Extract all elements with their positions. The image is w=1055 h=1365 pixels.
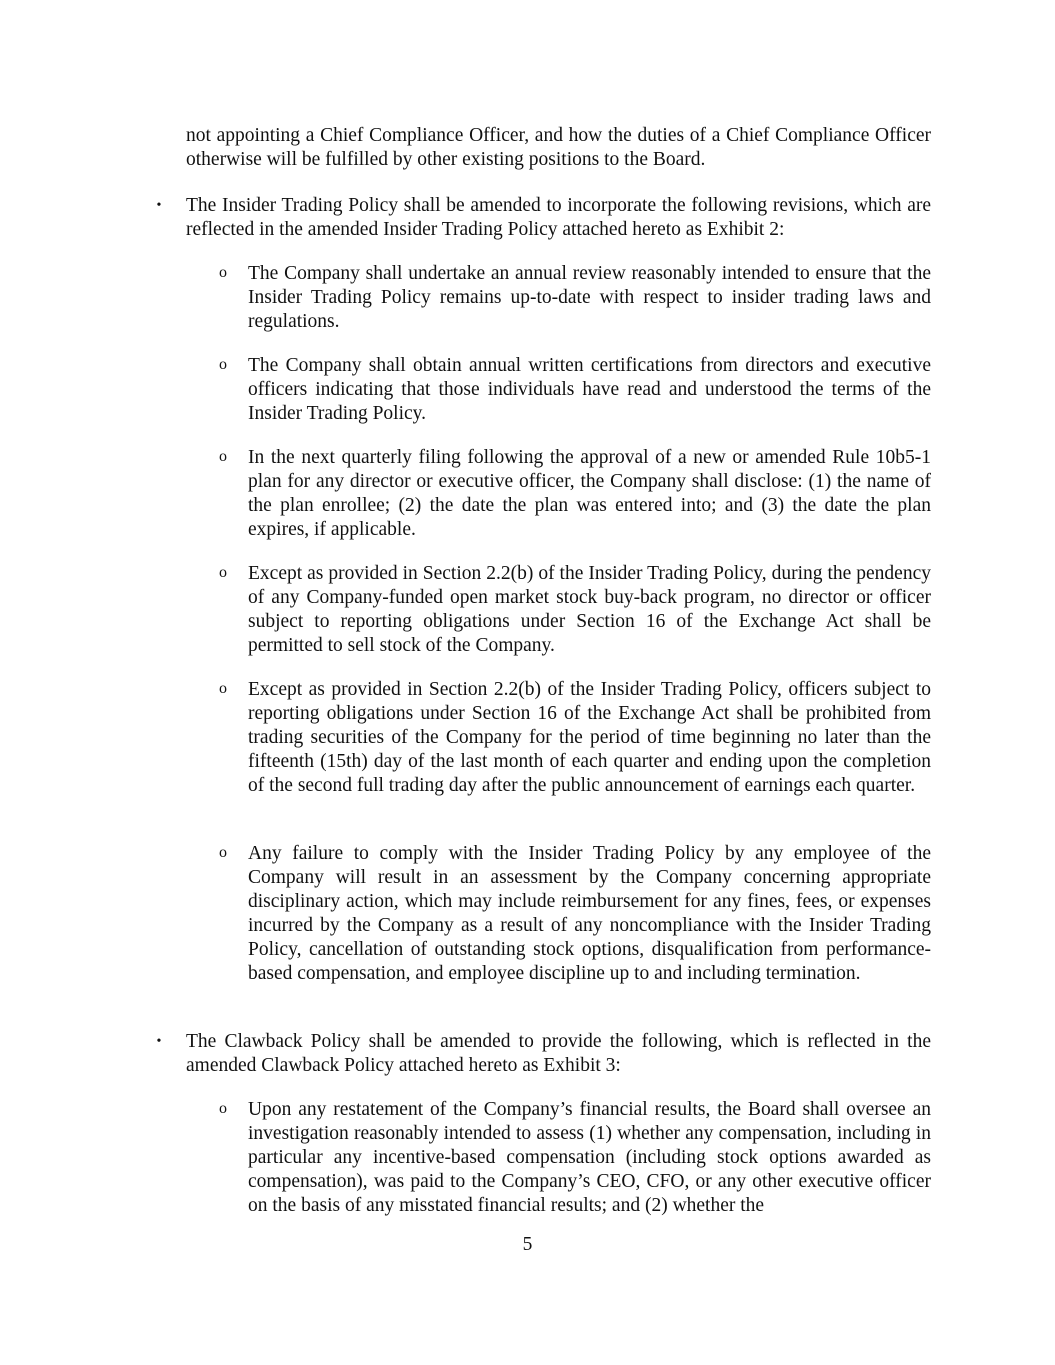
bullet-text: The Clawback Policy shall be amended to provide the following, which is reflected in the amended Clawback Policy attached hereto as Exhibit 3: [186, 1031, 931, 1076]
bullet-marker-icon: • [156, 1034, 162, 1049]
sub-marker-icon: o [219, 448, 227, 465]
sub-item-text: Except as provided in Section 2.2(b) of the Insider Trading Policy, officers subject to reporting obligations under Section 16 of the Exchange Act shall be prohibited from trading securities of the Company for the period of time beginning no later than the fifteenth (15th) day of the last month of each quarter and ending upon the completion of the second full trading day after the public announcement of earnings each quarter. [248, 679, 931, 796]
page-number: 5 [522, 1234, 533, 1255]
sub-marker-icon: o [219, 1100, 227, 1117]
bullet-marker-icon: • [156, 198, 162, 213]
sub-item-text: The Company shall obtain annual written certifications from directors and executive officers indicating that those individuals have read and understood the terms of the Insider Trading Policy. [248, 355, 931, 424]
sub-marker-icon: o [219, 680, 227, 697]
intro-paragraph: not appointing a Chief Compliance Officer, and how the duties of a Chief Compliance Officer otherwise will be fulfilled by other existing positions to the Board. [186, 125, 931, 170]
sub-item-10b5-1-disclosure [219, 446, 931, 542]
sub-marker-icon: o [219, 356, 227, 373]
sub-item-blackout-period [219, 678, 931, 798]
sub-item-certifications [219, 354, 931, 426]
sub-item-text: In the next quarterly filing following the approval of a new or amended Rule 10b5-1 plan for any director or executive officer, the Company shall disclose: (1) the name of the plan enrollee; (2) the date the plan was entered into; and (3) the date the plan expires, if applicable. [248, 447, 931, 540]
sub-marker-icon: o [219, 264, 227, 281]
sub-item-text: Except as provided in Section 2.2(b) of the Insider Trading Policy, during the pendency of any Company-funded open market stock buy-back program, no director or officer subject to reporting obligations under Section 16 of the Exchange Act shall be permitted to sell stock of the Company. [248, 563, 931, 656]
sub-item-text: Upon any restatement of the Company’s financial results, the Board shall oversee an investigation reasonably intended to assess (1) whether any compensation, including in particular any incentive-based compensation (including stock options awarded as compensation), was paid to the Company’s CEO, CFO, or any other executive officer on the basis of any misstated financial results; and (2) whether the [248, 1099, 931, 1216]
sub-marker-icon: o [219, 564, 227, 581]
sub-item-annual-review [219, 262, 931, 334]
sub-item-buyback-restriction [219, 562, 931, 658]
bullet-item-clawback [156, 1030, 931, 1078]
bullet-text: The Insider Trading Policy shall be amended to incorporate the following revisions, which are reflected in the amended Insider Trading Policy attached hereto as Exhibit 2: [186, 195, 931, 240]
sub-item-restatement-investigation [219, 1098, 931, 1218]
sub-marker-icon: o [219, 844, 227, 861]
sub-item-failure-to-comply [219, 842, 931, 986]
bullet-item-insider-trading [156, 194, 931, 242]
sub-item-text: Any failure to comply with the Insider Trading Policy by any employee of the Company will result in an assessment by the Company concerning appropriate disciplinary action, which may include reimbursement for any fines, fees, or expenses incurred by the Company as a result of any noncompliance with the Insider Trading Policy, cancellation of outstanding stock options, disqualification from performance-based compensation, and employee discipline up to and including termination. [248, 843, 931, 984]
sub-item-text: The Company shall undertake an annual review reasonably intended to ensure that the Insider Trading Policy remains up-to-date with respect to insider trading laws and regulations. [248, 263, 931, 332]
